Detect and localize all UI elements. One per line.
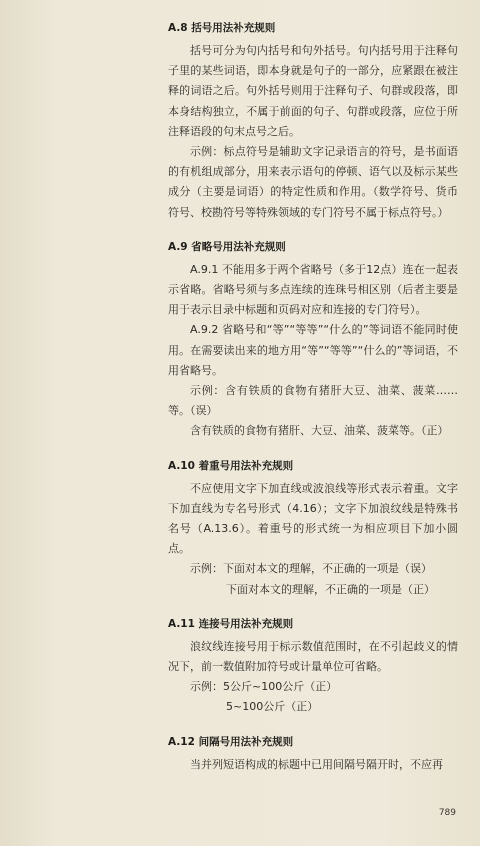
paragraph: 不应使用文字下加直线或波浪线等形式表示着重。文字下加直线为专名号形式（4.16）；文字下加浪纹线是特殊书名号（A.13.6）。着重号的形式统一为相应项目下加小圆点。: [168, 481, 458, 556]
paragraph: 括号可分为句内括号和句外括号。句内括号用于注释句子里的某些词语，即本身就是句子的一部分，应紧跟在被注释的词语之后。句外括号则用于注释句子、句群或段落，即本身结构独立，不属于前面的句子、句群或段落，应位于所注释语段的句末点号之后。: [168, 44, 458, 138]
paragraph: A.9.1 不能用多于两个省略号（多于12点）连在一起表示省略。省略号须与多点连续的连珠号相区别（后者主要是用于表示目录中标题和页码对应和连接的专门符号）。: [168, 262, 458, 317]
example-line: 5~100公斤（正）: [226, 700, 319, 714]
section-heading-a8: A.8 括号用法补充规则: [168, 22, 276, 34]
paragraph: 当并列短语构成的标题中已用间隔号隔开时，不应再: [190, 757, 443, 771]
page-number: 789: [438, 808, 456, 818]
example-line: 示例：下面对本文的理解，不正确的一项是（误）: [190, 562, 432, 576]
example-paragraph: 含有铁质的食物有猪肝、大豆、油菜、菠菜等。（正）: [190, 424, 449, 438]
example-paragraph: 示例：含有铁质的食物有猪肝大豆、油菜、菠菜……等。（误）: [168, 384, 458, 418]
example-paragraph: 示例：标点符号是辅助文字记录语言的符号，是书面语的有机组成部分，用来表示语句的停顿、语气以及标示某些成分（主要是词语）的特定性质和作用。（数学符号、货币符号、校勘符号等特殊领域的专门符号不属于标点符号。）: [168, 145, 458, 219]
paragraph: 浪纹线连接号用于标示数值范围时，在不引起歧义的情况下，前一数值附加符号或计量单位可省略。: [168, 639, 458, 674]
paragraph: A.9.2 省略号和“等”“等等”“什么的”等词语不能同时使用。在需要读出来的地方用“等”“等等”“什么的”等词语，不用省略号。: [168, 323, 458, 377]
section-heading-a12: A.12 间隔号用法补充规则: [168, 735, 294, 748]
page-content: [168, 18, 458, 775]
section-heading-a11: A.11 连接号用法补充规则: [168, 617, 294, 630]
section-heading-a9: A.9 省略号用法补充规则: [168, 240, 286, 253]
section-heading-a10: A.10 着重号用法补充规则: [168, 459, 294, 472]
example-line: 下面对本文的理解，不正确的一项是（正）: [226, 582, 435, 596]
example-line: 示例：5公斤~100公斤（正）: [190, 680, 338, 694]
